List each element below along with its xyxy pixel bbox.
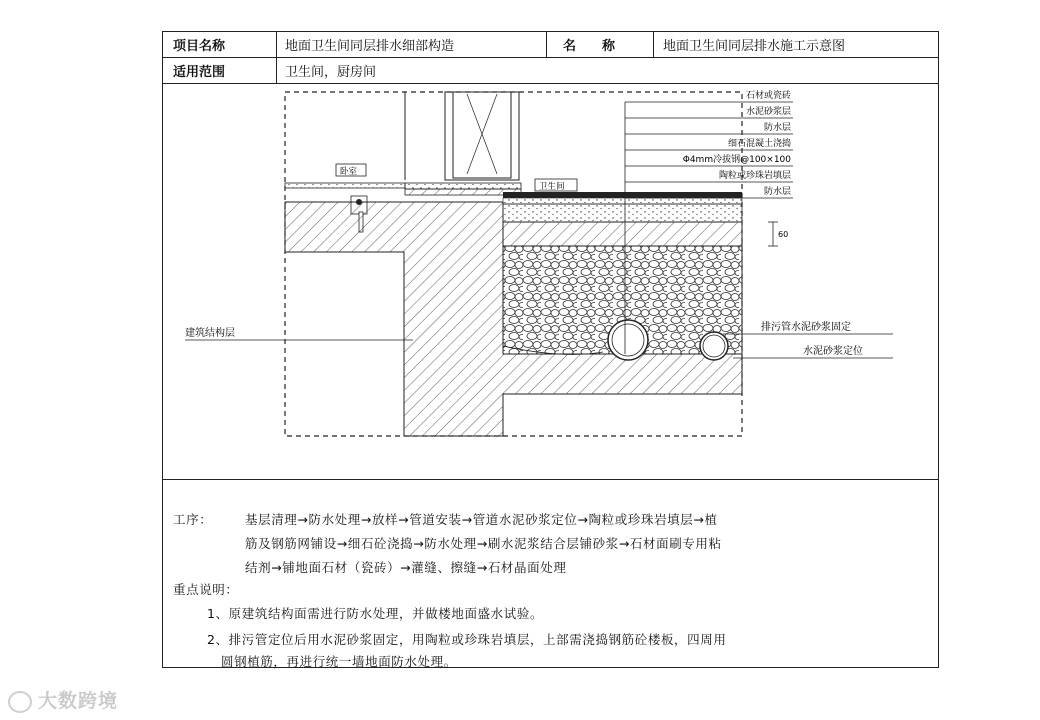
key-point-2-line-1: 2、排污管定位后用水泥砂浆固定，用陶粒或珍珠岩填层，上部需浇捣钢筋砼楼板，四周用: [207, 632, 727, 647]
process-label: 工序：: [173, 512, 213, 527]
pipe-fix-label: 排污管水泥砂浆固定: [761, 322, 851, 333]
notes-section: [163, 480, 938, 669]
header-row-2: [163, 58, 938, 84]
header-row-1: [163, 32, 938, 58]
layer-7: 防水层: [763, 187, 791, 197]
construction-drawing: [163, 84, 938, 480]
section-diagram: [163, 84, 938, 479]
room-right-label: 卫生间: [539, 182, 565, 192]
dimension-label: 60: [778, 230, 789, 239]
watermark-text: 大数跨境: [38, 690, 119, 712]
key-point-1: 1、原建筑结构面需进行防水处理，并做楼地面盛水试验。: [207, 606, 544, 621]
layer-3: 防水层: [763, 123, 791, 133]
name-value: 地面卫生间同层排水施工示意图: [663, 39, 846, 54]
layer-4: 细石混凝土浇捣: [727, 139, 791, 149]
layer-5: Φ4mm冷拔钢@100×100: [682, 155, 791, 165]
process-line-1: 基层清理→防水处理→放样→管道安装→管道水泥砂浆定位→陶粒或珍珠岩填层→植: [245, 512, 718, 527]
mortar-fix-label: 水泥砂浆定位: [803, 346, 863, 357]
project-name-label: 项目名称: [173, 39, 226, 54]
scope-label: 适用范围: [173, 65, 226, 80]
name-label: 名 称: [563, 39, 616, 54]
watermark-logo-icon: [8, 691, 32, 713]
process-line-3: 结剂→铺地面石材（瓷砖）→灌缝、擦缝→石材晶面处理: [245, 560, 567, 575]
key-point-2-line-2: 圆钢植筋，再进行统一墙地面防水处理。: [221, 654, 457, 669]
project-name-value: 地面卫生间同层排水细部构造: [285, 39, 455, 54]
room-left-label: 卧室: [340, 167, 358, 177]
scope-value: 卫生间，厨房间: [285, 65, 377, 80]
drawing-sheet: [162, 31, 939, 668]
watermark: [8, 686, 118, 713]
layer-2: 水泥砂浆层: [745, 107, 791, 117]
process-line-2: 筋及钢筋网铺设→细石砼浇捣→防水处理→刷水泥浆结合层铺砂浆→石材面刷专用粘: [245, 536, 722, 551]
layer-6: 陶粒或珍珠岩填层: [718, 171, 791, 181]
layer-callouts: [625, 89, 793, 198]
structure-layer-label: 建筑结构层: [185, 328, 235, 339]
key-notes-title: 重点说明：: [173, 582, 239, 597]
layer-1: 石材或瓷砖: [745, 91, 791, 101]
